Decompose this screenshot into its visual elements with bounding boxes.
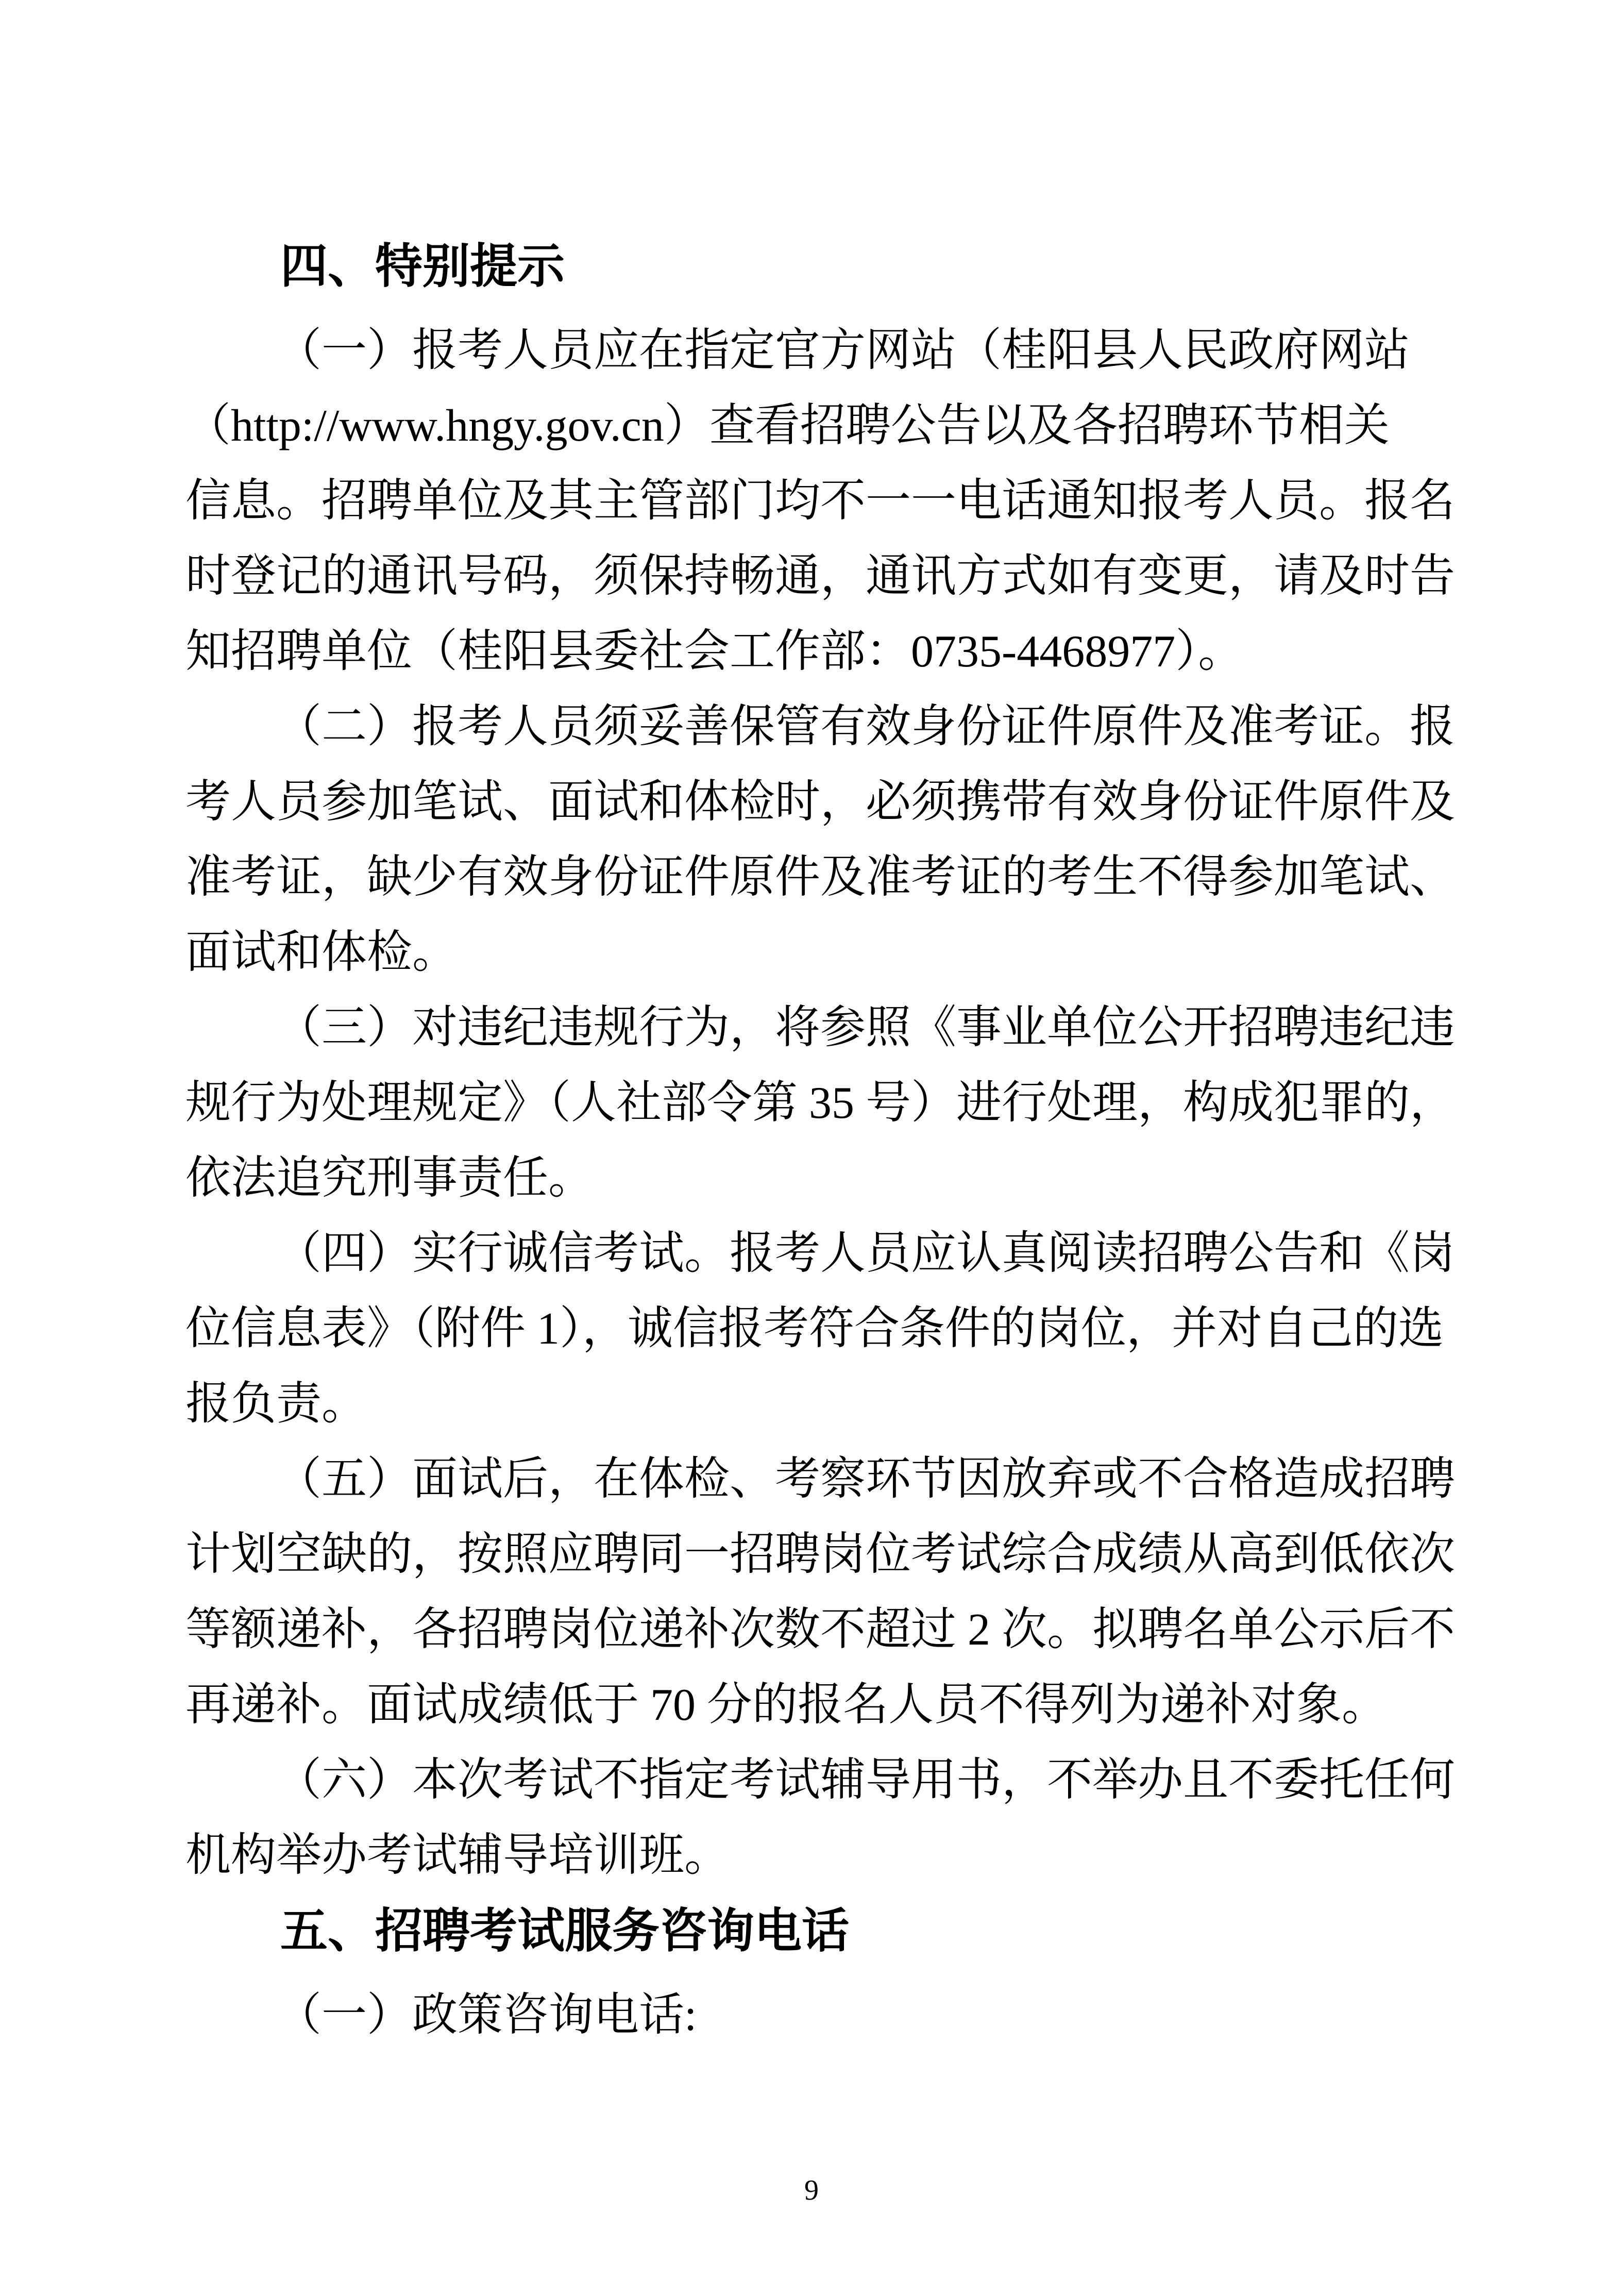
paragraph-block bbox=[185, 690, 1456, 991]
paragraph-block bbox=[185, 1743, 1456, 1893]
paragraph-block bbox=[185, 1442, 1456, 1743]
text-line: 再递补。面试成绩低于 70 分的报名人员不得列为递补对象。 bbox=[185, 1680, 1388, 1730]
text-line: 时登记的通讯号码，须保持畅通，通讯方式如有变更，请及时告 bbox=[185, 551, 1456, 601]
text-line: 知招聘单位（桂阳县委社会工作部：0735-4468977）。 bbox=[185, 627, 1244, 677]
text-line: （四）实行诚信考试。报考人员应认真阅读招聘公告和《岗 bbox=[276, 1229, 1456, 1279]
text-line: 信息。招聘单位及其主管部门均不一一电话通知报考人员。报名 bbox=[185, 476, 1456, 526]
text-line: （二）报考人员须妥善保管有效身份证件原件及准考证。报 bbox=[276, 702, 1456, 752]
paragraph-block bbox=[185, 1978, 1456, 2053]
text-line: 机构举办考试辅导培训班。 bbox=[185, 1831, 730, 1881]
paragraph-block bbox=[185, 313, 1456, 690]
text-line: （五）面试后，在体检、考察环节因放弃或不合格造成招聘 bbox=[276, 1454, 1456, 1504]
text-line: （六）本次考试不指定考试辅导用书，不举办且不委托任何 bbox=[276, 1755, 1456, 1805]
document-body bbox=[185, 229, 1456, 2053]
page-number: 9 bbox=[804, 2174, 819, 2206]
text-line: （http://www.hngy.gov.cn）查看招聘公告以及各招聘环节相关 bbox=[185, 401, 1390, 451]
text-line: 依法追究刑事责任。 bbox=[185, 1153, 594, 1203]
text-line: 位信息表》（附件 1），诚信报考符合条件的岗位，并对自己的选 bbox=[185, 1304, 1444, 1354]
text-line: （一）政策咨询电话: bbox=[276, 1990, 697, 2040]
section-heading-block bbox=[185, 229, 1456, 304]
text-line: 准考证，缺少有效身份证件原件及准考证的考生不得参加笔试、 bbox=[185, 852, 1456, 902]
paragraph-block bbox=[185, 991, 1456, 1216]
text-line: 报负责。 bbox=[185, 1379, 367, 1429]
section-heading: 四、特别提示 bbox=[280, 240, 565, 293]
paragraph-block bbox=[185, 1216, 1456, 1442]
text-line: （三）对违纪违规行为，将参照《事业单位公开招聘违纪违 bbox=[276, 1003, 1456, 1053]
text-line: 规行为处理规定》（人社部令第 35 号）进行处理，构成犯罪的， bbox=[185, 1078, 1456, 1128]
text-line: （一）报考人员应在指定官方网站（桂阳县人民政府网站 bbox=[276, 326, 1410, 376]
text-line: 计划空缺的，按照应聘同一招聘岗位考试综合成绩从高到低依次 bbox=[185, 1530, 1456, 1580]
text-line: 考人员参加笔试、面试和体检时，必须携带有效身份证件原件及 bbox=[185, 777, 1456, 827]
section-heading-block bbox=[185, 1893, 1456, 1969]
text-line: 等额递补，各招聘岗位递补次数不超过 2 次。拟聘名单公示后不 bbox=[185, 1605, 1456, 1655]
section-heading: 五、招聘考试服务咨询电话 bbox=[280, 1905, 850, 1957]
text-line: 面试和体检。 bbox=[185, 928, 458, 978]
